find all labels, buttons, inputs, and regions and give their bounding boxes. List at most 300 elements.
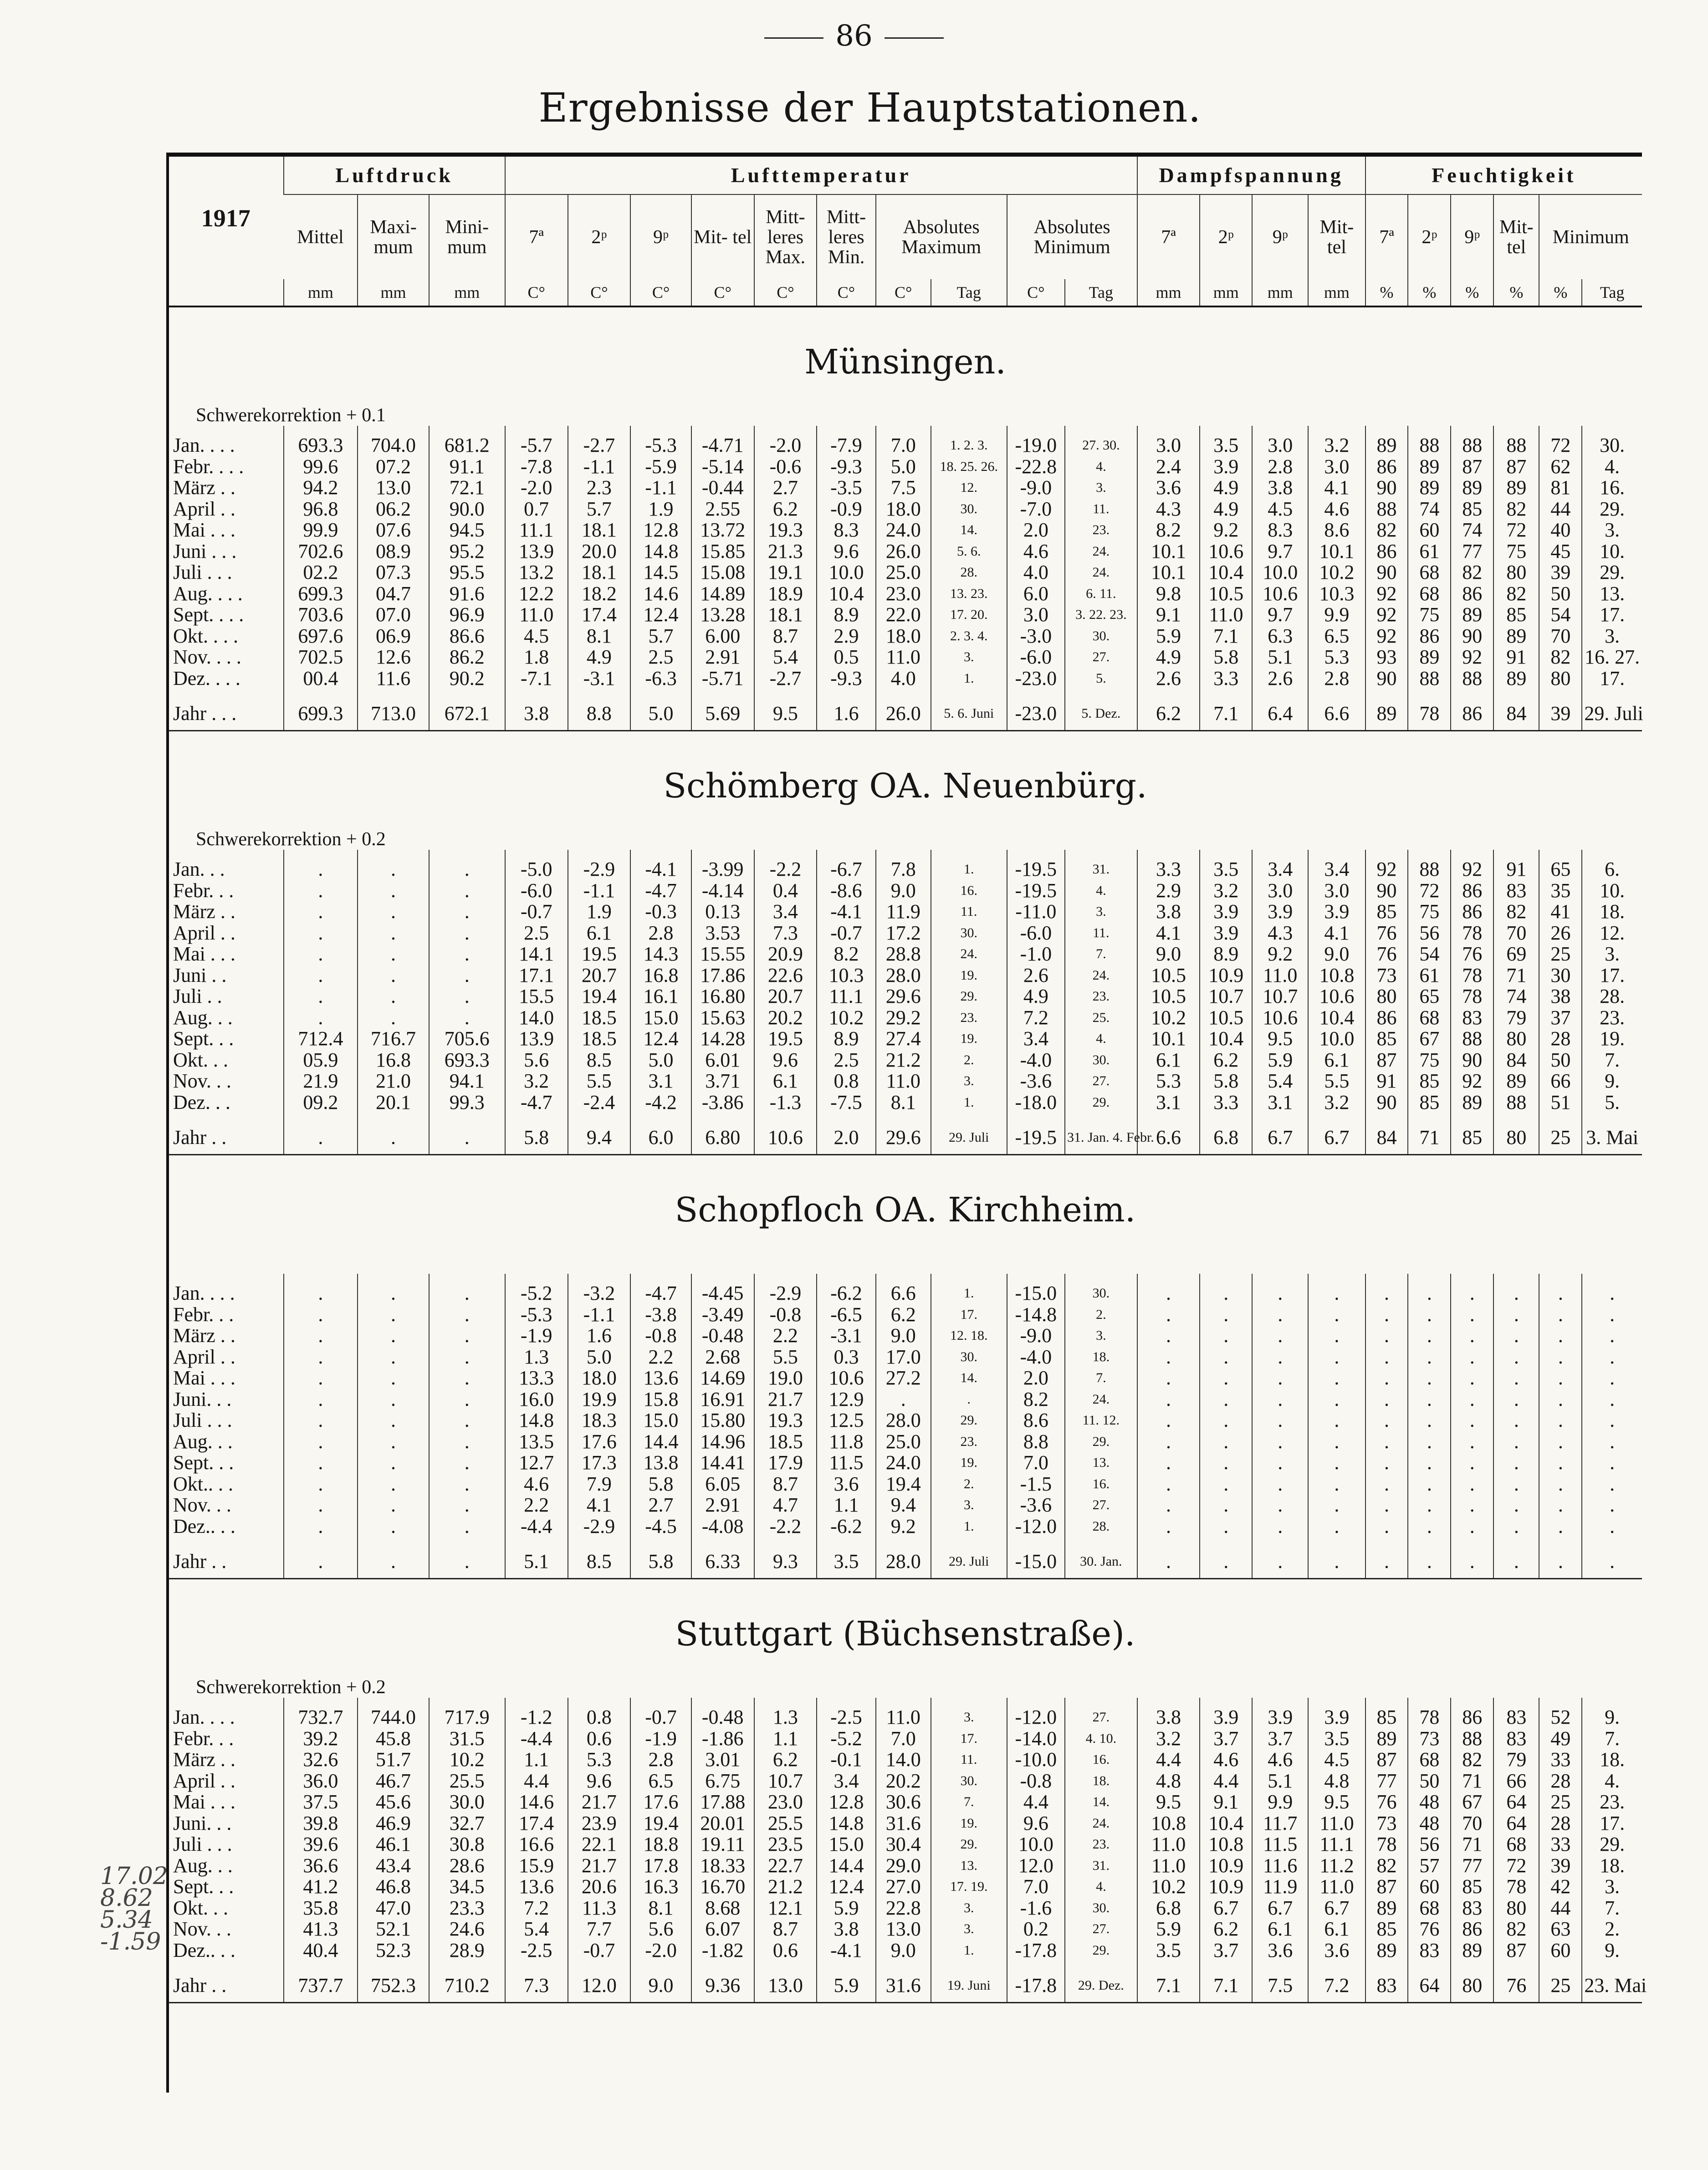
data-cell: . <box>284 923 358 944</box>
data-cell: -6.0 <box>1007 923 1065 944</box>
data-cell: 90 <box>1451 626 1493 647</box>
data-cell: -5.7 <box>505 426 568 456</box>
data-cell: 1.1 <box>817 1495 875 1516</box>
data-cell: 702.5 <box>284 647 358 668</box>
data-cell: 10.7 <box>754 1771 817 1792</box>
data-cell: 39.6 <box>284 1834 358 1855</box>
data-cell: 10.6 <box>1252 583 1308 605</box>
data-cell: . <box>1408 1410 1451 1431</box>
data-cell: 18. <box>1065 1771 1137 1792</box>
table-row <box>169 456 1642 478</box>
units-row <box>169 279 1642 306</box>
data-cell: 15.08 <box>691 562 754 583</box>
unit-cell: % <box>1493 279 1539 306</box>
data-cell: 78 <box>1408 1698 1451 1728</box>
month-label: April . . <box>173 921 235 944</box>
data-cell: -5.71 <box>691 668 754 689</box>
year-cell: 3. Mai <box>1582 1121 1642 1155</box>
data-cell: 16. <box>1582 477 1642 499</box>
data-cell: 23.9 <box>568 1813 631 1834</box>
table-row <box>169 1516 1642 1537</box>
data-cell: 4. <box>1065 1028 1137 1050</box>
data-cell: 65 <box>1408 986 1451 1007</box>
data-cell: 18. <box>1065 1347 1137 1368</box>
data-cell: 28. <box>1065 1516 1137 1537</box>
data-cell: 2.0 <box>1007 1368 1065 1389</box>
data-cell: 23. <box>1582 1007 1642 1029</box>
data-cell: . <box>284 850 358 880</box>
data-cell: . <box>429 1389 505 1410</box>
data-cell: 3.6 <box>1252 1940 1308 1961</box>
data-cell: . <box>358 1431 429 1453</box>
col-mittleres-min: Mitt- leres Min. <box>817 194 875 279</box>
data-cell: 3.4 <box>817 1771 875 1792</box>
data-cell: 12.8 <box>630 520 691 541</box>
data-cell: 11.0 <box>1137 1834 1200 1855</box>
data-cell: . <box>1200 1304 1252 1326</box>
data-cell: 10.8 <box>1308 965 1365 986</box>
month-label: Jan. . . . <box>173 1706 235 1728</box>
data-cell: 15.85 <box>691 541 754 562</box>
month-label: Jan. . . <box>173 858 225 880</box>
data-cell: . <box>284 901 358 923</box>
data-cell: 5.3 <box>1308 647 1365 668</box>
data-cell: 3.7 <box>1200 1728 1252 1750</box>
data-cell: 07.3 <box>358 562 429 583</box>
unit-cell: mm <box>1137 279 1200 306</box>
data-cell: 78 <box>1451 923 1493 944</box>
data-cell: 10.2 <box>1137 1876 1200 1898</box>
data-cell: 7.2 <box>505 1898 568 1919</box>
data-cell: 51.7 <box>358 1749 429 1771</box>
data-cell: 3.5 <box>1200 850 1252 880</box>
data-cell: 12. <box>931 477 1007 499</box>
data-cell: 36.0 <box>284 1771 358 1792</box>
data-cell: 30. <box>931 923 1007 944</box>
data-cell: 11.2 <box>1308 1855 1365 1877</box>
data-cell: 4. <box>1065 880 1137 902</box>
data-cell: . <box>1200 1452 1252 1474</box>
data-cell: . <box>429 1410 505 1431</box>
year-cell: 5.9 <box>817 1969 875 2003</box>
data-cell: 3.2 <box>505 1071 568 1092</box>
data-cell: 0.8 <box>568 1698 631 1728</box>
data-cell: 2.9 <box>1137 880 1200 902</box>
data-cell: 28.0 <box>876 1410 931 1431</box>
data-cell: 82 <box>1365 1855 1408 1877</box>
data-cell: -0.1 <box>817 1749 875 1771</box>
data-cell: 79 <box>1493 1007 1539 1029</box>
data-cell: 3. <box>1065 1325 1137 1347</box>
data-cell: . <box>1493 1325 1539 1347</box>
data-cell: 24. <box>1065 1813 1137 1834</box>
data-cell: 3.9 <box>1200 923 1252 944</box>
data-cell: -5.2 <box>505 1274 568 1304</box>
data-cell: 18.1 <box>568 562 631 583</box>
data-cell: . <box>1200 1274 1252 1304</box>
data-cell: . <box>429 923 505 944</box>
gravity-correction-note <box>169 1246 1642 1274</box>
data-cell: -1.9 <box>505 1325 568 1347</box>
data-cell: . <box>1493 1389 1539 1410</box>
data-cell: 29.2 <box>876 1007 931 1029</box>
table-row <box>169 880 1642 902</box>
data-cell: 3.6 <box>1137 477 1200 499</box>
data-cell: 10.4 <box>1200 1028 1252 1050</box>
data-cell: 3.71 <box>691 1071 754 1092</box>
data-cell: 16.6 <box>505 1834 568 1855</box>
data-cell: -4.14 <box>691 880 754 902</box>
month-label: Mai . . . <box>173 943 235 965</box>
data-cell: 25.0 <box>876 562 931 583</box>
data-cell: . <box>1582 1304 1642 1326</box>
data-cell: 13.9 <box>505 541 568 562</box>
data-cell: 16.91 <box>691 1389 754 1410</box>
data-cell: . <box>284 965 358 986</box>
data-cell: 86.6 <box>429 626 505 647</box>
data-cell: . <box>1408 1274 1451 1304</box>
year-cell: 9.36 <box>691 1969 754 2003</box>
data-cell: . <box>1200 1325 1252 1347</box>
data-cell: 5.7 <box>630 626 691 647</box>
year-cell: . <box>358 1545 429 1579</box>
data-cell: 9.0 <box>876 880 931 902</box>
data-cell: 3.2 <box>1200 880 1252 902</box>
data-cell: -0.48 <box>691 1325 754 1347</box>
year-cell: 29. Dez. <box>1065 1969 1137 2003</box>
data-cell: -1.3 <box>754 1092 817 1113</box>
data-cell: 2.91 <box>691 647 754 668</box>
data-cell: 3.4 <box>754 901 817 923</box>
data-cell: 1.3 <box>505 1347 568 1368</box>
data-cell: 10.0 <box>817 562 875 583</box>
data-cell: 3.2 <box>1308 426 1365 456</box>
data-cell: 14.41 <box>691 1452 754 1474</box>
data-cell: -7.9 <box>817 426 875 456</box>
data-cell: 3.8 <box>1137 901 1200 923</box>
data-cell: . <box>1493 1274 1539 1304</box>
table-row <box>169 583 1642 605</box>
col-abs-min: Absolutes Minimum <box>1007 194 1137 279</box>
data-cell: 14. <box>1065 1792 1137 1813</box>
data-cell: 16. <box>931 880 1007 902</box>
table-row <box>169 626 1642 647</box>
data-cell: 19. <box>931 1452 1007 1474</box>
year-cell: 39 <box>1539 697 1582 731</box>
data-cell: -4.5 <box>630 1516 691 1537</box>
data-cell: . <box>1451 1304 1493 1326</box>
data-cell: 61 <box>1408 541 1451 562</box>
month-label: März . . <box>173 900 235 923</box>
data-cell: . <box>1539 1347 1582 1368</box>
data-cell: 4.1 <box>1137 923 1200 944</box>
data-cell: 6.1 <box>1137 1050 1200 1071</box>
data-cell: . <box>358 1325 429 1347</box>
data-cell: 80 <box>1493 1028 1539 1050</box>
data-cell: 6.1 <box>754 1071 817 1092</box>
data-cell: 11.8 <box>817 1431 875 1453</box>
data-cell: -0.7 <box>505 901 568 923</box>
data-cell: 52 <box>1539 1698 1582 1728</box>
data-cell: 693.3 <box>284 426 358 456</box>
data-cell: -1.1 <box>568 880 631 902</box>
data-cell: 17.8 <box>630 1855 691 1877</box>
data-cell: 95.5 <box>429 562 505 583</box>
data-cell: 89 <box>1365 1728 1408 1750</box>
data-cell: -19.5 <box>1007 880 1065 902</box>
page-number: 86 <box>0 19 1708 53</box>
data-cell: 50 <box>1539 583 1582 605</box>
data-cell: . <box>358 1304 429 1326</box>
data-cell: 2.3 <box>568 477 631 499</box>
col-f2: 2ᵖ <box>1408 194 1451 279</box>
data-cell: -14.0 <box>1007 1728 1065 1750</box>
data-cell: 74 <box>1408 499 1451 520</box>
data-cell: 4.5 <box>1308 1749 1365 1771</box>
col-mittel: Mittel <box>297 226 344 248</box>
data-cell: 3.9 <box>1252 901 1308 923</box>
year-cell: 31. Jan. 4. Febr. <box>1065 1121 1137 1155</box>
data-cell: . <box>1308 1325 1365 1347</box>
data-cell: 4.0 <box>1007 562 1065 583</box>
data-cell: -6.5 <box>817 1304 875 1326</box>
year-cell: 5.0 <box>630 697 691 731</box>
data-cell: 30.8 <box>429 1834 505 1855</box>
data-cell: 3.7 <box>1252 1728 1308 1750</box>
data-cell: -6.3 <box>630 668 691 689</box>
data-cell: 13.6 <box>505 1876 568 1898</box>
data-cell: 10.6 <box>1252 1007 1308 1029</box>
data-cell: 3.9 <box>1308 1698 1365 1728</box>
data-cell: 12.4 <box>817 1876 875 1898</box>
data-cell: . <box>1308 1474 1365 1495</box>
month-label: Juni . . <box>173 964 227 986</box>
table-row <box>169 1071 1642 1092</box>
data-cell: . <box>358 1389 429 1410</box>
data-cell: 83 <box>1493 880 1539 902</box>
data-cell: 29. <box>931 986 1007 1007</box>
year-cell: 5.69 <box>691 697 754 731</box>
data-cell: 9.9 <box>1308 604 1365 626</box>
data-cell: 18.0 <box>876 499 931 520</box>
data-cell: 12.5 <box>817 1410 875 1431</box>
data-cell: 7.7 <box>568 1919 631 1940</box>
data-cell: 66 <box>1539 1071 1582 1092</box>
table-row <box>169 1304 1642 1326</box>
data-cell: . <box>1408 1516 1451 1537</box>
data-cell: 16.0 <box>505 1389 568 1410</box>
year-cell: 672.1 <box>429 697 505 731</box>
data-cell: 24. <box>1065 541 1137 562</box>
data-cell: 2. <box>1582 1919 1642 1940</box>
data-cell: 11.1 <box>505 520 568 541</box>
data-cell: 17.0 <box>876 1347 931 1368</box>
data-cell: 28 <box>1539 1813 1582 1834</box>
data-cell: -0.7 <box>630 1698 691 1728</box>
data-cell: 12.4 <box>630 1028 691 1050</box>
data-cell: 45.6 <box>358 1792 429 1813</box>
data-cell: -6.2 <box>817 1274 875 1304</box>
data-cell: 5.7 <box>568 499 631 520</box>
data-cell: 5.5 <box>754 1347 817 1368</box>
data-cell: 90 <box>1451 1050 1493 1071</box>
data-cell: 10.4 <box>817 583 875 605</box>
data-cell: -4.1 <box>817 1940 875 1961</box>
data-cell: 61 <box>1408 965 1451 986</box>
data-cell: 3. <box>931 1698 1007 1728</box>
data-cell: 76 <box>1365 923 1408 944</box>
month-label: Juni . . . <box>173 540 237 562</box>
data-cell: 21.0 <box>358 1071 429 1092</box>
col-t2: 2ᵖ <box>568 194 631 279</box>
data-cell: 65 <box>1539 850 1582 880</box>
table-row <box>169 1495 1642 1516</box>
data-cell: 10.7 <box>1252 986 1308 1007</box>
data-cell: -22.8 <box>1007 456 1065 478</box>
data-cell: 89 <box>1365 1898 1408 1919</box>
unit-cell: C° <box>817 279 875 306</box>
data-cell: 3.5 <box>1308 1728 1365 1750</box>
data-cell: -2.9 <box>568 1516 631 1537</box>
data-cell: 4. 10. <box>1065 1728 1137 1750</box>
data-cell: 5.3 <box>568 1749 631 1771</box>
data-cell: 4. <box>1582 456 1642 478</box>
gravity-correction-note: Schwerekorrektion + 0.2 <box>196 829 386 850</box>
table-row <box>169 1940 1642 1961</box>
data-cell: 3.0 <box>1137 426 1200 456</box>
data-cell: 14.4 <box>630 1431 691 1453</box>
data-cell: 30. <box>931 1771 1007 1792</box>
data-cell: 2.5 <box>630 647 691 668</box>
data-cell: -0.7 <box>817 923 875 944</box>
data-cell: -7.1 <box>505 668 568 689</box>
data-cell: 96.8 <box>284 499 358 520</box>
data-cell: 64 <box>1493 1813 1539 1834</box>
year-cell: 6.8 <box>1200 1121 1252 1155</box>
data-cell: 9.0 <box>1137 944 1200 965</box>
year-cell: 6.4 <box>1252 697 1308 731</box>
data-cell: 13.72 <box>691 520 754 541</box>
table-row <box>169 499 1642 520</box>
data-cell: . <box>1451 1274 1493 1304</box>
data-cell: 68 <box>1408 1898 1451 1919</box>
data-cell: 28.8 <box>876 944 931 965</box>
data-cell: -4.2 <box>630 1092 691 1113</box>
table-row <box>169 901 1642 923</box>
data-cell: 18.33 <box>691 1855 754 1877</box>
data-cell: 14.6 <box>505 1792 568 1813</box>
data-cell: 75 <box>1493 541 1539 562</box>
handwritten-note: 17.02 <box>100 1863 168 1890</box>
data-cell: 6.1 <box>568 923 631 944</box>
data-cell: 77 <box>1365 1771 1408 1792</box>
data-cell: 73 <box>1408 1728 1451 1750</box>
data-cell: 1. <box>931 1516 1007 1537</box>
data-cell: 88 <box>1451 426 1493 456</box>
table-row <box>169 1092 1642 1113</box>
data-cell: 30. <box>1582 426 1642 456</box>
data-cell: 0.7 <box>505 499 568 520</box>
data-cell: 39.2 <box>284 1728 358 1750</box>
data-cell: 99.3 <box>429 1092 505 1113</box>
year-cell: 6.7 <box>1308 1121 1365 1155</box>
data-cell: 72.1 <box>429 477 505 499</box>
month-label: Juli . . . <box>173 1833 232 1855</box>
data-cell: 86 <box>1451 880 1493 902</box>
data-cell: . <box>1252 1274 1308 1304</box>
unit-cell: mm <box>284 279 358 306</box>
data-cell: 10.1 <box>1137 541 1200 562</box>
data-cell: 24.0 <box>876 1452 931 1474</box>
data-cell: 5. <box>1065 668 1137 689</box>
year-cell: 30. Jan. <box>1065 1545 1137 1579</box>
data-cell: 10.8 <box>1200 1834 1252 1855</box>
data-cell: . <box>1308 1347 1365 1368</box>
col-fmittel: Mit- tel <box>1493 194 1539 279</box>
data-cell: 75 <box>1408 1050 1451 1071</box>
data-cell: . <box>1451 1452 1493 1474</box>
data-cell: 3.2 <box>1137 1728 1200 1750</box>
data-cell: 8.7 <box>754 1919 817 1940</box>
data-cell: . <box>1451 1325 1493 1347</box>
data-cell: 3.8 <box>817 1919 875 1940</box>
month-label: Febr. . . <box>173 1303 234 1326</box>
data-cell: 25.5 <box>429 1771 505 1792</box>
data-cell: -3.5 <box>817 477 875 499</box>
data-cell: . <box>429 1304 505 1326</box>
year-cell: 8.8 <box>568 697 631 731</box>
data-cell: . <box>284 1347 358 1368</box>
data-cell: 3.8 <box>1252 477 1308 499</box>
data-cell: 4.7 <box>754 1495 817 1516</box>
table-row <box>169 1410 1642 1431</box>
data-cell: 92 <box>1365 626 1408 647</box>
data-cell: . <box>284 1516 358 1537</box>
data-cell: 3.0 <box>1252 880 1308 902</box>
data-cell: -3.8 <box>630 1304 691 1326</box>
table-row <box>169 923 1642 944</box>
data-cell: -3.6 <box>1007 1495 1065 1516</box>
data-cell: 8.7 <box>754 1474 817 1495</box>
data-cell: 71 <box>1493 965 1539 986</box>
data-cell: 24. <box>1065 965 1137 986</box>
data-cell: 703.6 <box>284 604 358 626</box>
data-cell: . <box>1493 1304 1539 1326</box>
data-cell: 2.68 <box>691 1347 754 1368</box>
data-cell: 704.0 <box>358 426 429 456</box>
data-cell: . <box>284 1007 358 1029</box>
data-cell: 83 <box>1493 1728 1539 1750</box>
data-cell: 25 <box>1539 944 1582 965</box>
data-cell: -2.5 <box>817 1698 875 1728</box>
data-cell: 7.0 <box>1007 1876 1065 1898</box>
data-cell: 14.8 <box>505 1410 568 1431</box>
data-cell: 26.0 <box>876 541 931 562</box>
unit-cell: Tag <box>1582 279 1642 306</box>
unit-cell: C° <box>630 279 691 306</box>
data-cell: 02.2 <box>284 562 358 583</box>
data-cell: 9.1 <box>1137 604 1200 626</box>
gravity-correction-note: Schwerekorrektion + 0.2 <box>196 1677 386 1698</box>
data-cell: . <box>429 1495 505 1516</box>
data-cell: 17.4 <box>505 1813 568 1834</box>
table-row <box>169 1749 1642 1771</box>
data-cell: . <box>1365 1304 1408 1326</box>
data-cell: 0.6 <box>754 1940 817 1961</box>
data-cell: 3.0 <box>1308 456 1365 478</box>
data-cell: -17.8 <box>1007 1940 1065 1961</box>
data-cell: 10. <box>1582 880 1642 902</box>
